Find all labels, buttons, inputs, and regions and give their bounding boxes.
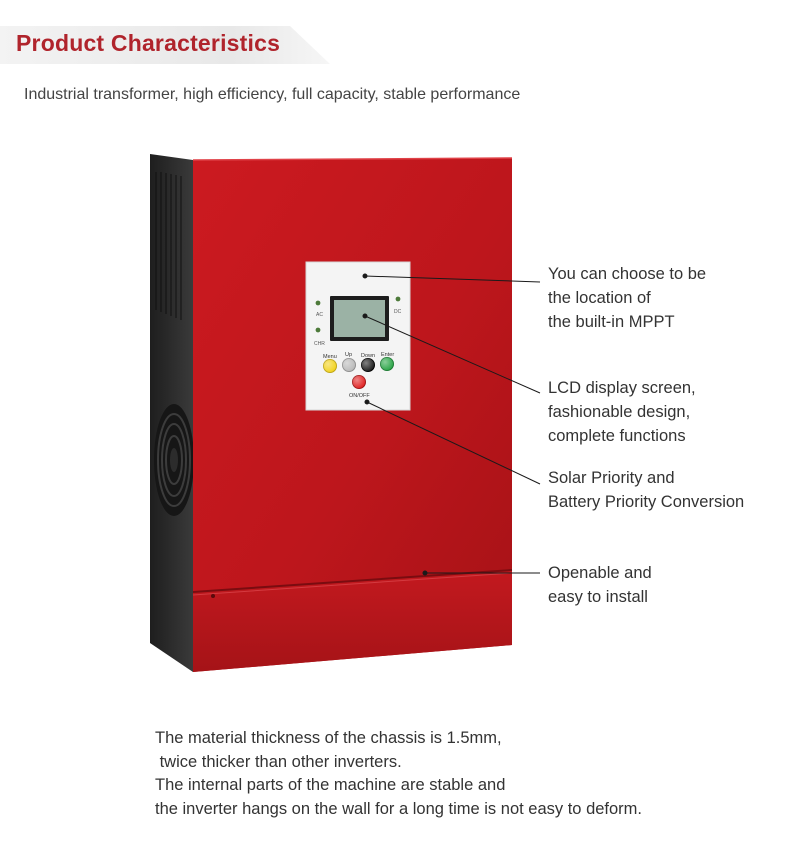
- callout-priority: [548, 466, 744, 514]
- power-button-label: ON/OFF: [349, 393, 370, 399]
- page-subtitle: Industrial transformer, high efficiency, full capacity, stable performance: [24, 86, 521, 103]
- chassis-front: [193, 158, 512, 672]
- power-button[interactable]: [353, 376, 366, 389]
- footer-line: The material thickness of the chassis is 1.5mm,: [155, 729, 502, 747]
- led-chr: [316, 328, 321, 333]
- led-dc-label: DC: [394, 309, 402, 315]
- fan-grille-icon: [154, 404, 194, 516]
- enter-button-label: Enter: [381, 352, 395, 358]
- callout-line: complete functions: [548, 427, 686, 445]
- footer-description: [155, 727, 642, 821]
- callout-line: Battery Priority Conversion: [548, 493, 745, 511]
- led-chr-label: CHR: [314, 341, 325, 347]
- lcd-screen: [330, 296, 389, 341]
- enter-button[interactable]: [381, 358, 394, 371]
- callout-mppt: [548, 262, 706, 334]
- up-button[interactable]: [343, 359, 356, 372]
- led-ac-label: AC: [316, 312, 323, 318]
- footer-line: The internal parts of the machine are stable and: [155, 776, 506, 794]
- led-dc: [396, 297, 401, 302]
- led-ac: [316, 301, 321, 306]
- callout-line: Solar Priority and: [548, 469, 675, 487]
- menu-button-label: Menu: [323, 354, 337, 360]
- callout-line: You can choose to be: [548, 265, 707, 283]
- callout-lcd: [548, 376, 696, 448]
- callout-line: the built-in MPPT: [548, 313, 675, 331]
- control-panel: [306, 262, 410, 410]
- footer-line: twice thicker than other inverters.: [155, 752, 402, 771]
- down-button[interactable]: [362, 359, 375, 372]
- callout-cover: [548, 561, 652, 609]
- down-button-label: Down: [361, 353, 376, 359]
- callout-line: LCD display screen,: [548, 379, 696, 397]
- footer-line: the inverter hangs on the wall for a long time is not easy to deform.: [155, 799, 643, 818]
- menu-button[interactable]: [324, 360, 337, 373]
- callout-line: easy to install: [548, 588, 648, 606]
- callout-line: fashionable design,: [548, 403, 691, 421]
- page-title: Product Characteristics: [16, 30, 281, 56]
- callout-line: the location of: [548, 289, 651, 307]
- up-button-label: Up: [345, 352, 353, 358]
- callout-line: Openable and: [548, 564, 652, 582]
